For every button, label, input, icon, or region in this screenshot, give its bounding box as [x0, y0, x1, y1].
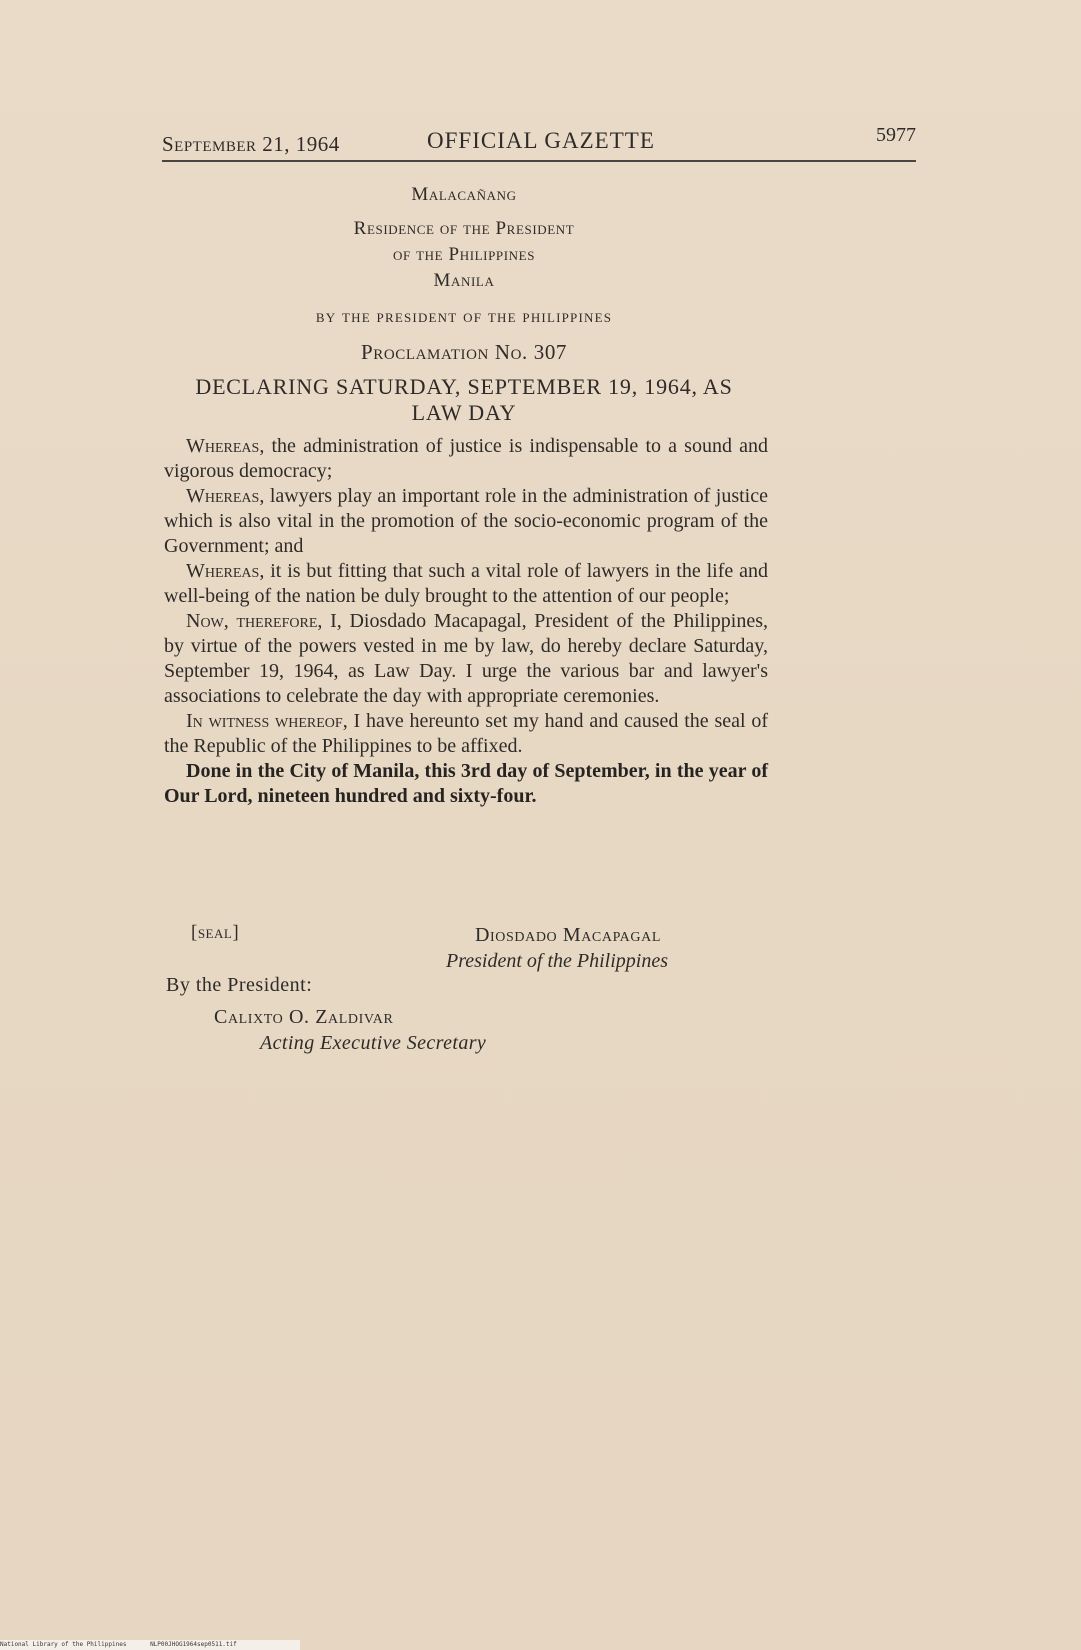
- header-rule: [162, 160, 916, 162]
- president-title: President of the Philippines: [446, 950, 669, 972]
- proclamation-title: [162, 374, 766, 426]
- footer-file: NLP00JHOG1964sep0511.tif: [150, 1641, 237, 1648]
- header-date: September 21, 1964: [162, 132, 340, 156]
- office-malacanang: Malacañang: [411, 184, 517, 205]
- page-number: 5977: [876, 124, 916, 146]
- footer-source: National Library of the Philippines: [0, 1641, 127, 1648]
- paragraph-text: it is but fitting that such a vital role of lawyers in the life and well-being of the nation be duly brought to the attention of our people;: [164, 560, 768, 607]
- done-paragraph: Done in the City of Manila, this 3rd day of September, in the year of Our Lord, nineteen hundred and sixty-four.: [164, 760, 768, 807]
- paragraph-text: lawyers play an important role in the administration of justice which is also vital in the promotion of the socio-economic program of the Government; and: [164, 485, 768, 557]
- proclamation-body: [164, 434, 768, 809]
- president-name: Diosdado Macapagal: [475, 924, 661, 946]
- proclamation-number: Proclamation No. 307: [360, 340, 568, 364]
- office-residence: Residence of the President: [353, 218, 575, 239]
- paragraph-text: I have hereunto set my hand and caused the seal of the Republic of the Philippines to be affixed.: [164, 710, 768, 757]
- header-title: OFFICIAL GAZETTE: [427, 128, 655, 153]
- by-the-president: By the President:: [166, 974, 313, 996]
- whereas-paragraph-2: [164, 484, 768, 559]
- secretary-name: Calixto O. Zaldivar: [214, 1006, 394, 1028]
- page-header: [162, 124, 916, 160]
- in-witness-paragraph: [164, 709, 768, 759]
- secretary-title: Acting Executive Secretary: [260, 1032, 487, 1054]
- paragraph-text: the administration of justice is indispensable to a sound and vigorous democracy;: [164, 435, 768, 482]
- whereas-paragraph-1: [164, 434, 768, 484]
- paragraph-lead: Now, therefore,: [186, 610, 323, 632]
- paragraph-lead: Whereas,: [186, 560, 265, 582]
- office-philippines: of the Philippines: [392, 244, 536, 265]
- proclamation-title-line: DECLARING SATURDAY, SEPTEMBER 19, 1964, AS: [195, 374, 733, 399]
- paragraph-lead: Whereas,: [186, 435, 265, 457]
- seal-label: [seal]: [191, 922, 240, 943]
- paragraph-text: I, Diosdado Macapagal, President of the Philippines, by virtue of the powers vested in me by law, do hereby declare Saturday, September 19, 1964, as Law Day. I urge the various bar and lawyer's associations to celebrate the day with appropriate ceremonies.: [164, 610, 768, 707]
- now-therefore-paragraph: [164, 609, 768, 709]
- proclamation-title-line: LAW DAY: [411, 400, 517, 425]
- scan-footer: [0, 1640, 300, 1650]
- office-manila: Manila: [433, 270, 495, 291]
- paragraph-lead: Whereas,: [186, 485, 265, 507]
- by-the-president-line: by the president of the philippines: [315, 306, 613, 326]
- paragraph-lead: In witness whereof,: [186, 710, 348, 732]
- whereas-paragraph-3: [164, 559, 768, 609]
